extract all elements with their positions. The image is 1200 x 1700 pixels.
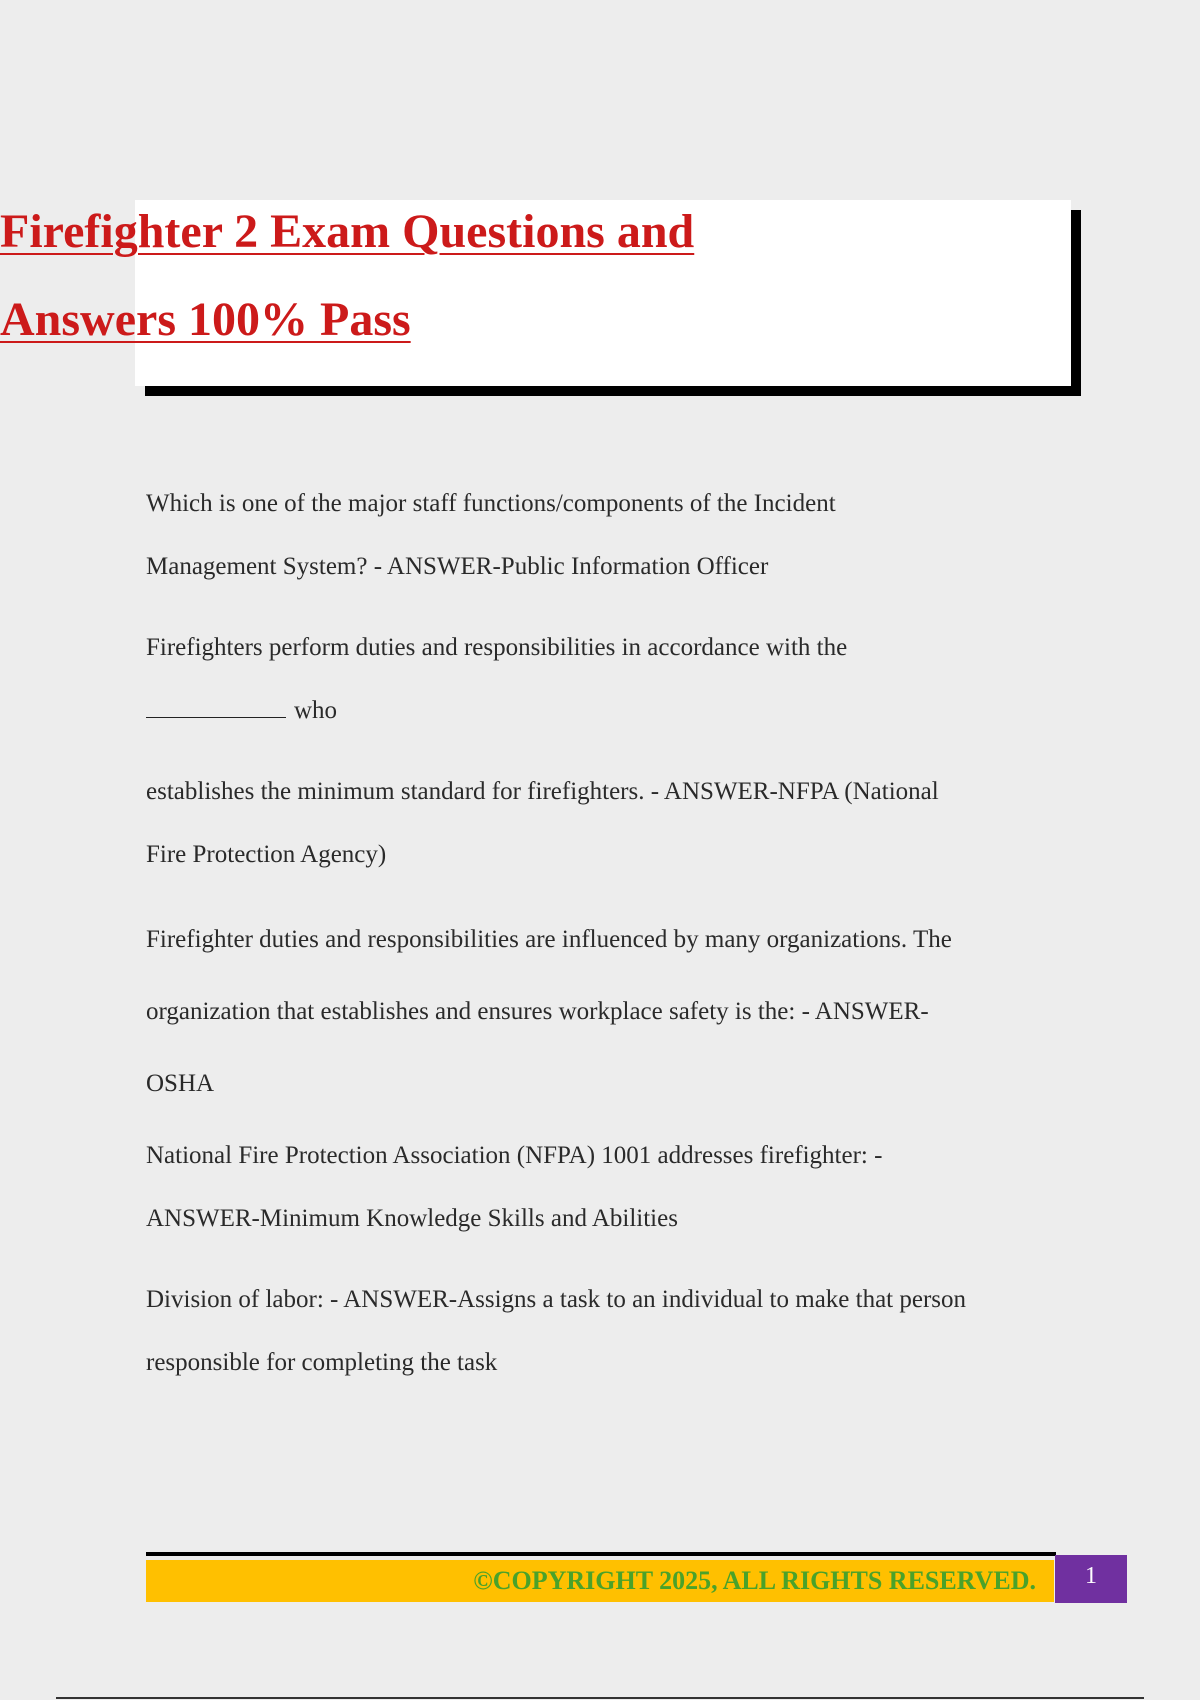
question-1-line-1: Which is one of the major staff functions/components of the Incident	[146, 490, 836, 517]
question-4	[146, 904, 1066, 1120]
question-2-line-1: Firefighters perform duties and responsibilities in accordance with the	[146, 634, 848, 661]
question-4-line-1: Firefighter duties and responsibilities are influenced by many organizations. The	[146, 926, 952, 953]
question-2	[146, 616, 1066, 742]
question-4-line-3: OSHA	[146, 1070, 215, 1097]
copyright-text: ©COPYRIGHT 2025, ALL RIGHTS RESERVED.	[473, 1566, 1036, 1595]
page-bottom-rule	[56, 1697, 1144, 1699]
question-4-line-2: organization that establishes and ensures workplace safety is the: - ANSWER-	[146, 998, 929, 1025]
question-6-line-2: responsible for completing the task	[146, 1349, 498, 1376]
question-3	[146, 760, 1066, 886]
footer-rule	[146, 1552, 1056, 1556]
question-3-line-1: establishes the minimum standard for firefighters. - ANSWER-NFPA (National	[146, 778, 939, 805]
document-title-line-1: Firefighter 2 Exam Questions and	[0, 205, 695, 258]
question-5-line-2: ANSWER-Minimum Knowledge Skills and Abilities	[146, 1205, 678, 1232]
question-2-line-2: who	[294, 697, 338, 724]
document-title-line-2: Answers 100% Pass	[0, 293, 411, 346]
footer-bar	[146, 1560, 1054, 1602]
question-1	[146, 472, 1066, 598]
answer-blank	[146, 695, 286, 718]
question-6	[146, 1268, 1066, 1394]
question-5	[146, 1124, 1066, 1250]
page-number: 1	[1055, 1555, 1127, 1603]
question-5-line-1: National Fire Protection Association (NFPA) 1001 addresses firefighter: -	[146, 1142, 883, 1169]
question-1-line-2: Management System? - ANSWER-Public Information Officer	[146, 553, 769, 580]
question-6-line-1: Division of labor: - ANSWER-Assigns a task to an individual to make that person	[146, 1286, 967, 1313]
question-3-line-2: Fire Protection Agency)	[146, 841, 387, 868]
